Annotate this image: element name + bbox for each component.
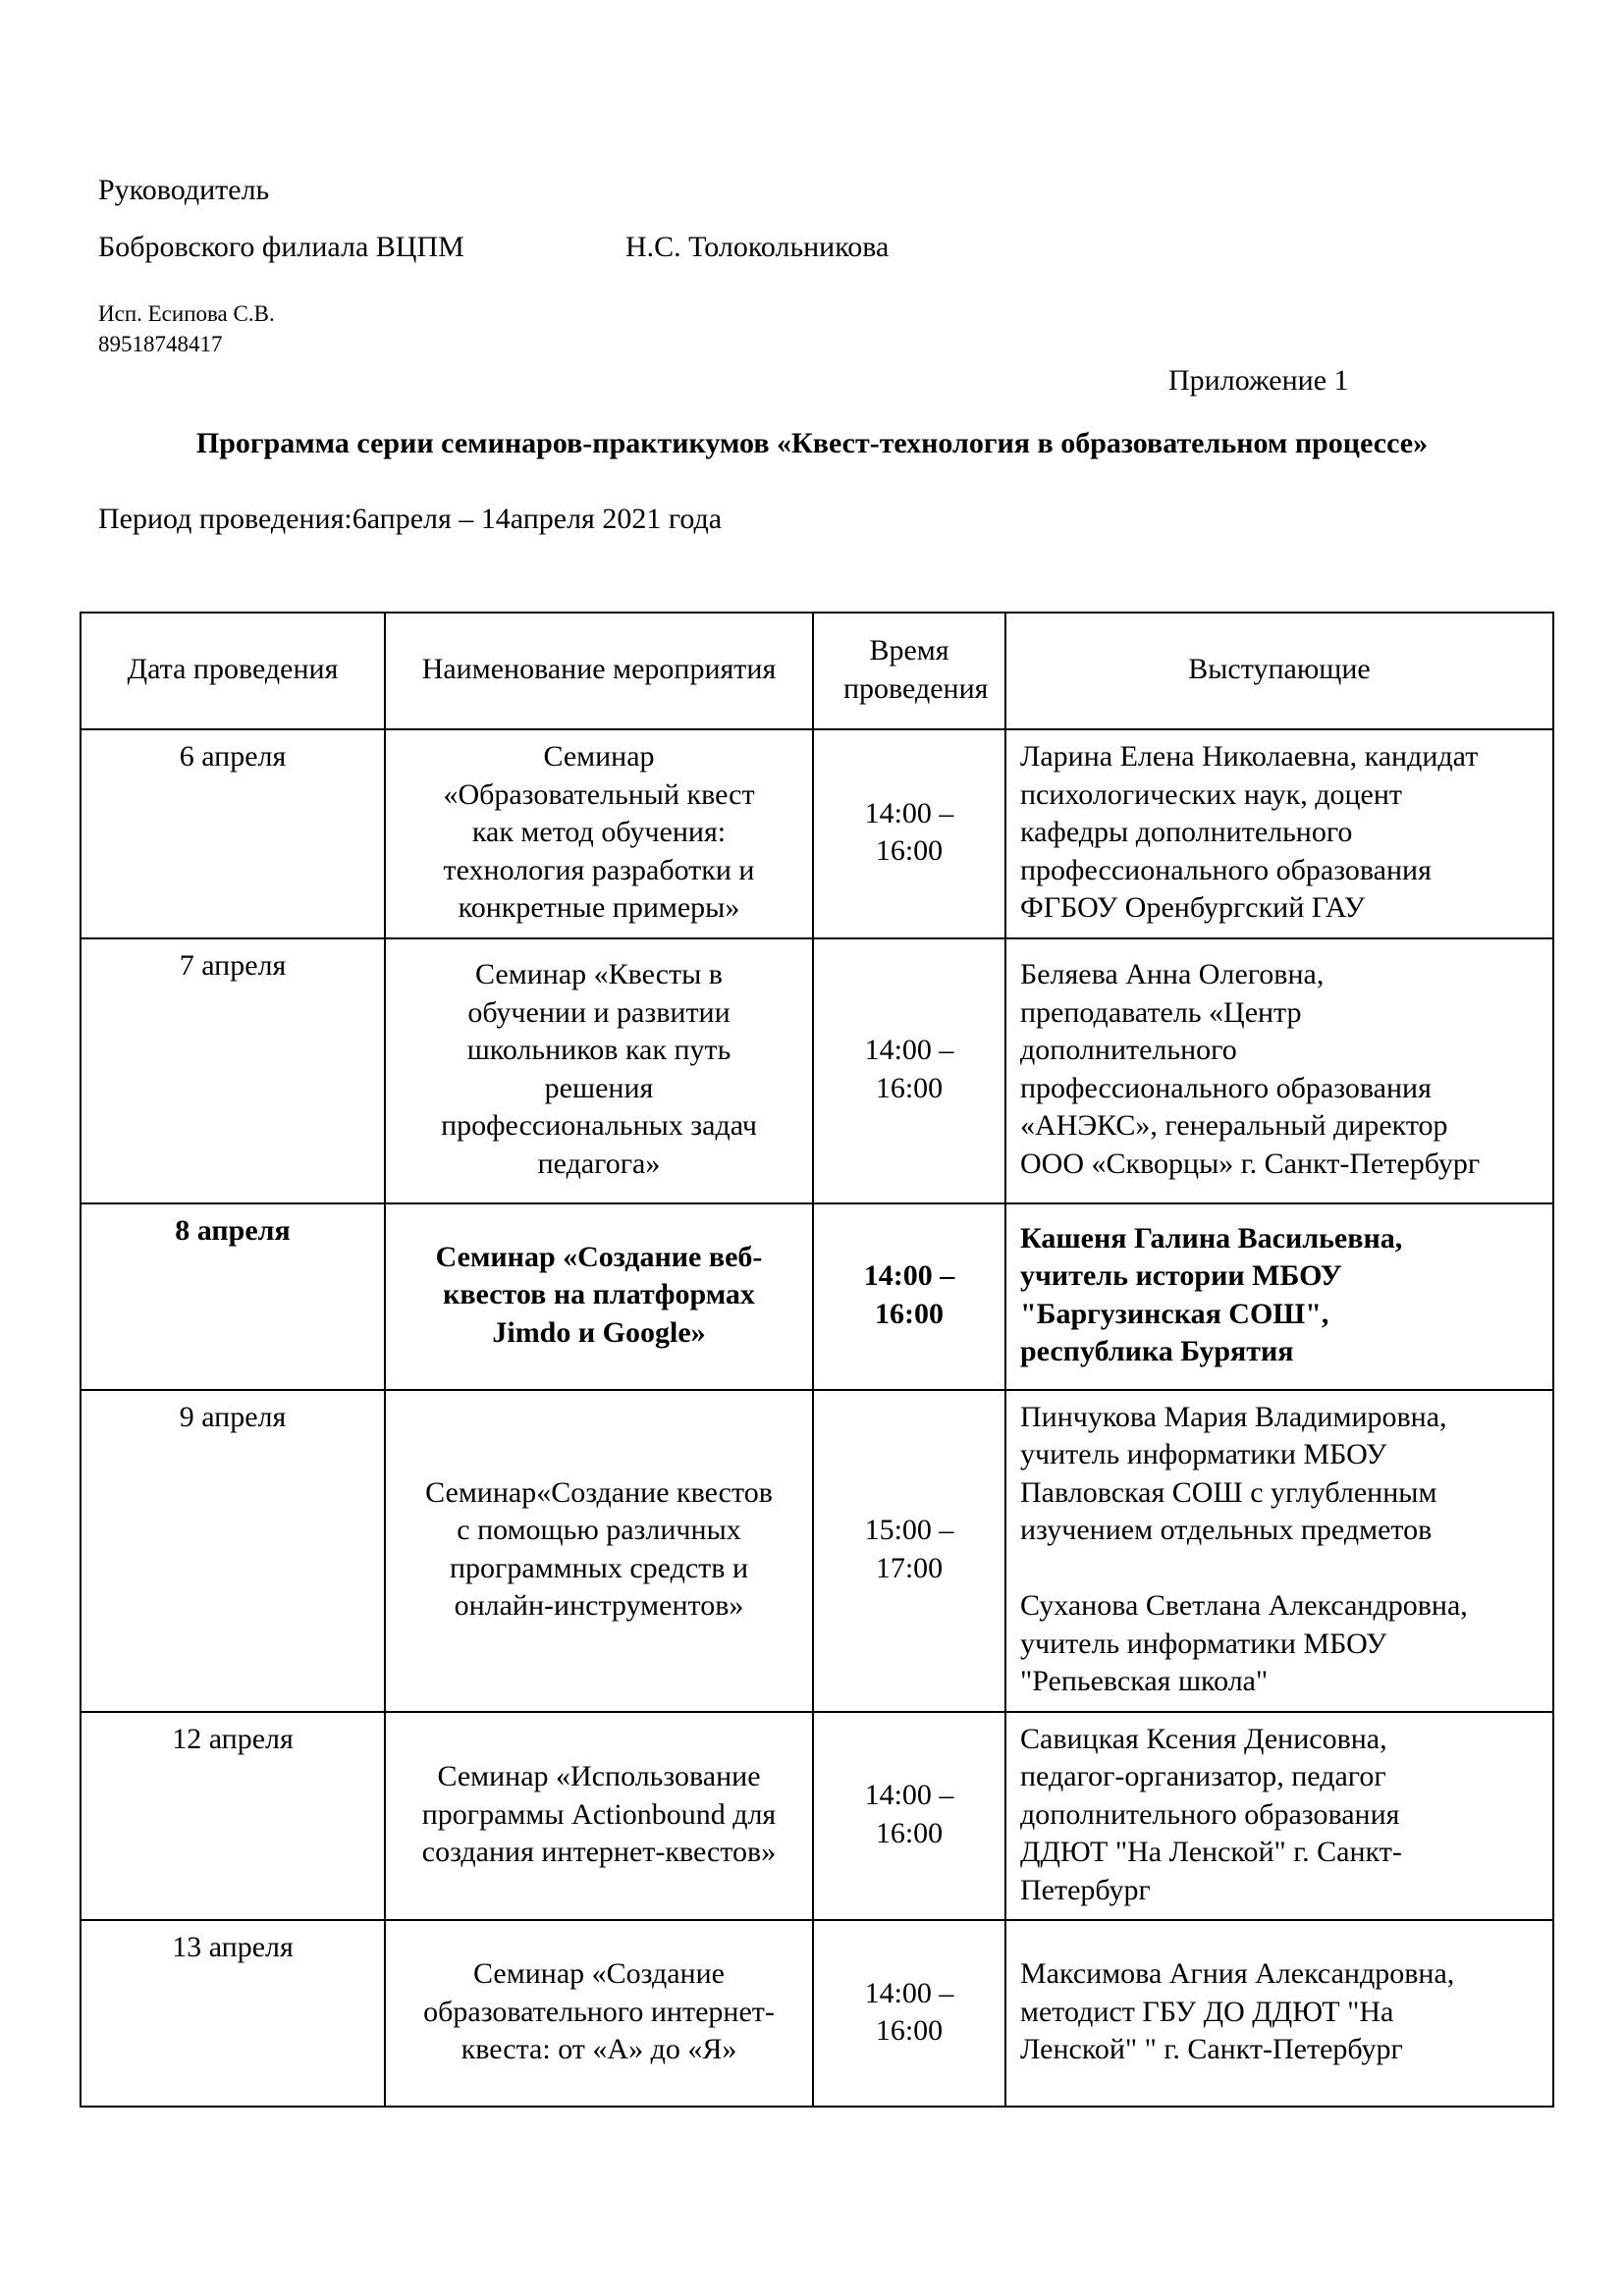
program-title: Программа серии семинаров-практикумов «Квест-технология в образовательном процессе» bbox=[195, 427, 1429, 459]
speaker-line: ФГБОУ Оренбургский ГАУ bbox=[1020, 891, 1366, 924]
speaker-line: учитель истории МБОУ bbox=[1020, 1259, 1342, 1292]
column-header-date: Дата проведения bbox=[81, 613, 385, 729]
signatory-name: Н.С. Толокольникова bbox=[625, 231, 890, 263]
speaker-line: изучением отдельных предметов bbox=[1020, 1514, 1433, 1546]
table-row bbox=[81, 729, 1553, 938]
executor-name: Исп. Есипова С.В. bbox=[98, 301, 275, 326]
event-line: квеста: от «А» до «Я» bbox=[460, 2033, 737, 2066]
schedule-table bbox=[80, 612, 1554, 2108]
speaker-line: Павловская СОШ с углубленным bbox=[1020, 1475, 1437, 1509]
speaker-line: «АНЭКС», генеральный директор bbox=[1020, 1109, 1448, 1142]
event-line: Семинар bbox=[543, 740, 655, 773]
speaker-line: профессионального образования bbox=[1020, 853, 1432, 886]
speaker-line: "Баргузинская СОШ", bbox=[1020, 1297, 1329, 1330]
event-line: решения bbox=[544, 1071, 654, 1104]
cell-event bbox=[385, 1712, 813, 1921]
speaker-line: ДДЮТ "На Ленской" г. Санкт- bbox=[1020, 1836, 1402, 1868]
event-line: педагога» bbox=[537, 1147, 661, 1180]
executor-phone: 89518748417 bbox=[98, 332, 223, 356]
speaker-line: Максимова Агния Александровна, bbox=[1020, 1957, 1455, 1991]
speaker-line: педагог-организатор, педагог bbox=[1020, 1760, 1386, 1792]
event-line: как метод обучения: bbox=[471, 816, 727, 848]
column-header-speakers: Выступающие bbox=[1005, 613, 1553, 729]
time-line: 14:00 – bbox=[864, 1034, 954, 1066]
cell-speakers bbox=[1005, 1390, 1553, 1712]
column-header-time: Время проведения bbox=[813, 613, 1005, 729]
time-line: 17:00 bbox=[875, 1551, 944, 1584]
event-line: Семинар «Использование bbox=[437, 1760, 761, 1792]
table-row bbox=[81, 938, 1553, 1203]
speaker-line: Кашеня Галина Васильевна, bbox=[1020, 1221, 1403, 1255]
period: Период проведения:6апреля – 14апреля 2021 года bbox=[98, 503, 723, 535]
event-line: программы Actionbound для bbox=[421, 1797, 777, 1831]
event-line: программных средств и bbox=[450, 1551, 748, 1584]
table-row bbox=[81, 1712, 1553, 1921]
event-line: конкретные примеры» bbox=[458, 891, 740, 924]
cell-time bbox=[813, 1203, 1005, 1390]
cell-event bbox=[385, 1920, 813, 2107]
speaker-line: дополнительного bbox=[1020, 1034, 1237, 1066]
cell-speakers bbox=[1005, 938, 1553, 1203]
event-line: обучении и развитии bbox=[467, 995, 731, 1029]
time-line: 14:00 – bbox=[864, 796, 954, 829]
event-line: Семинар «Создание bbox=[473, 1957, 725, 1991]
time-line: 16:00 bbox=[875, 2014, 944, 2047]
speaker-line: профессионального образования bbox=[1020, 1071, 1432, 1104]
speaker-line: Ларина Елена Николаевна, кандидат bbox=[1020, 740, 1479, 773]
speaker-line: учитель информатики МБОУ bbox=[1020, 1438, 1387, 1470]
speaker-line: республика Бурятия bbox=[1020, 1335, 1294, 1367]
event-line: «Образовательный квест bbox=[443, 777, 755, 811]
cell-date: 7 апреля bbox=[81, 938, 385, 1203]
speaker-line: ООО «Скворцы» г. Санкт-Петербург bbox=[1020, 1147, 1481, 1180]
cell-date: 8 апреля bbox=[81, 1203, 385, 1390]
position-line-2: Бобровского филиала ВЦПМ bbox=[98, 231, 464, 263]
event-line: образовательного интернет- bbox=[423, 1995, 775, 2028]
position-line-1: Руководитель bbox=[98, 174, 270, 206]
event-line: с помощью различных bbox=[457, 1514, 741, 1546]
speaker-line: "Репьевская школа" bbox=[1020, 1665, 1269, 1697]
table-row bbox=[81, 1390, 1553, 1712]
time-line: 14:00 – bbox=[863, 1259, 955, 1292]
cell-speakers bbox=[1005, 729, 1553, 938]
time-line: 16:00 bbox=[875, 1297, 944, 1330]
speaker-line: Суханова Светлана Александровна, bbox=[1020, 1589, 1468, 1622]
speaker-line: Пинчукова Мария Владимировна, bbox=[1020, 1400, 1447, 1433]
event-line: Семинар «Квесты в bbox=[475, 958, 723, 990]
event-line: технология разработки и bbox=[443, 853, 755, 886]
table-header-row bbox=[81, 613, 1553, 729]
speaker-line: учитель информатики МБОУ bbox=[1020, 1627, 1387, 1660]
cell-event bbox=[385, 1203, 813, 1390]
speaker-line: Ленской" " г. Санкт-Петербург bbox=[1020, 2033, 1403, 2066]
speaker-line: дополнительного образования bbox=[1020, 1797, 1400, 1831]
time-line: 16:00 bbox=[875, 1816, 944, 1849]
cell-speakers bbox=[1005, 1203, 1553, 1390]
cell-time bbox=[813, 729, 1005, 938]
event-line: Jimdo и Google» bbox=[492, 1315, 706, 1349]
table-row bbox=[81, 1203, 1553, 1390]
event-line: школьников как путь bbox=[466, 1034, 731, 1066]
cell-time bbox=[813, 1920, 1005, 2107]
speaker-line: психологических наук, доцент bbox=[1020, 777, 1403, 811]
speaker-line: Савицкая Ксения Денисовна, bbox=[1020, 1722, 1387, 1755]
cell-time bbox=[813, 1712, 1005, 1921]
cell-date: 12 апреля bbox=[81, 1712, 385, 1921]
cell-speakers bbox=[1005, 1712, 1553, 1921]
cell-time bbox=[813, 1390, 1005, 1712]
cell-event bbox=[385, 729, 813, 938]
cell-date: 13 апреля bbox=[81, 1920, 385, 2107]
speaker-line: методист ГБУ ДО ДДЮТ "На bbox=[1020, 1995, 1394, 2028]
table-row bbox=[81, 1920, 1553, 2107]
event-line: создания интернет-квестов» bbox=[421, 1836, 777, 1868]
event-line: онлайн-инструментов» bbox=[454, 1589, 744, 1622]
cell-date: 6 апреля bbox=[81, 729, 385, 938]
column-header-event: Наименование мероприятия bbox=[385, 613, 813, 729]
cell-event bbox=[385, 1390, 813, 1712]
cell-event bbox=[385, 938, 813, 1203]
time-line: 15:00 – bbox=[864, 1514, 954, 1546]
event-line: квестов на платформах bbox=[443, 1278, 755, 1311]
speaker-line: кафедры дополнительного bbox=[1020, 816, 1353, 848]
cell-time bbox=[813, 938, 1005, 1203]
time-line: 14:00 – bbox=[864, 1779, 954, 1812]
event-line: профессиональных задач bbox=[441, 1109, 757, 1142]
cell-speakers bbox=[1005, 1920, 1553, 2107]
time-line: 14:00 – bbox=[864, 1976, 954, 2009]
time-line: 16:00 bbox=[875, 1071, 944, 1104]
speaker-gap bbox=[1020, 1550, 1543, 1588]
event-line: Семинар «Создание веб- bbox=[435, 1240, 763, 1273]
time-line: 16:00 bbox=[875, 834, 944, 868]
appendix-label: Приложение 1 bbox=[1168, 364, 1349, 397]
event-line: Семинар«Создание квестов bbox=[425, 1475, 773, 1509]
cell-date: 9 апреля bbox=[81, 1390, 385, 1712]
speaker-line: Беляева Анна Олеговна, bbox=[1020, 958, 1325, 990]
speaker-line: Петербург bbox=[1020, 1873, 1151, 1906]
speaker-line: преподаватель «Центр bbox=[1020, 995, 1302, 1029]
